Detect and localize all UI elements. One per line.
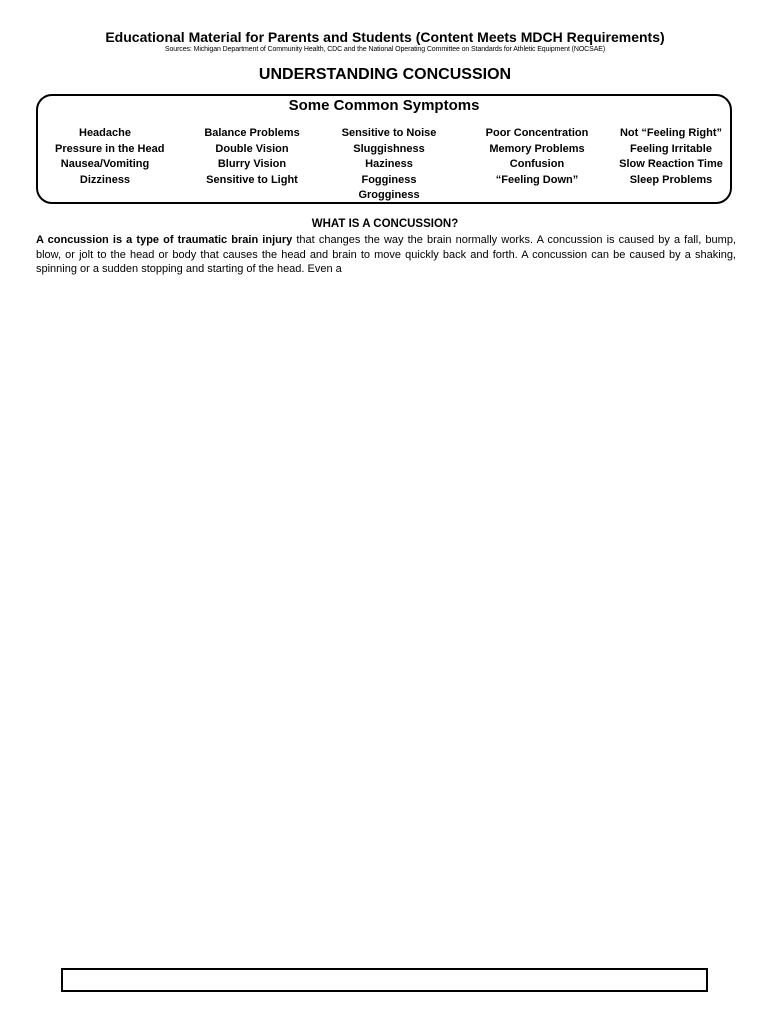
- symptom-item: Blurry Vision: [217, 158, 287, 170]
- symptom-item: Not “Feeling Right”: [619, 127, 723, 139]
- symptoms-box: [36, 94, 732, 204]
- symptom-item: Memory Problems: [489, 142, 585, 155]
- symptom-item: Double Vision: [215, 142, 289, 155]
- symptom-item: Sensitive to Light: [206, 173, 298, 186]
- symptoms-column-4: [482, 126, 592, 188]
- symptom-item: Headache: [79, 127, 131, 139]
- symptom-item: Slow Reaction Time: [619, 158, 723, 170]
- page-title: UNDERSTANDING CONCUSSION: [258, 66, 512, 83]
- body-text: that changes the way the brain normally works. A concussion is caused by a fall, bump, blow, or jolt to the head or body that causes the head and brain to move quickly back and forth. A concussion can be caused by a shaking, spinning or a sudden stopping and starting of the head. Even a: [36, 234, 736, 275]
- symptoms-column-3: [337, 126, 441, 204]
- section-heading: WHAT IS A CONCUSSION?: [311, 218, 459, 230]
- symptom-item: Haziness: [365, 158, 413, 170]
- symptom-item: Nausea/Vomiting: [60, 158, 150, 170]
- symptom-item: Sensitive to Noise: [341, 127, 437, 139]
- symptom-item: Balance Problems: [204, 127, 300, 139]
- footer-box: [61, 968, 708, 992]
- header-sources: Sources: Michigan Department of Community Health, CDC and the National Operating Committee on Standards for Athletic Equipment (NOCSAE): [164, 46, 606, 53]
- symptom-item: Poor Concentration: [485, 127, 589, 139]
- symptoms-column-1: [55, 126, 165, 188]
- symptom-item: Feeling Irritable: [630, 142, 712, 155]
- symptom-item: Grogginess: [358, 189, 420, 201]
- symptom-item: Fogginess: [361, 173, 417, 186]
- symptoms-title: Some Common Symptoms: [288, 97, 480, 114]
- symptoms-column-2: [200, 126, 304, 188]
- symptom-item: Confusion: [509, 158, 565, 170]
- symptom-item: Sleep Problems: [629, 173, 713, 186]
- header-title: Educational Material for Parents and Students (Content Meets MDCH Requirements): [105, 29, 665, 45]
- symptoms-column-5: [616, 126, 726, 188]
- symptom-item: “Feeling Down”: [495, 173, 579, 186]
- symptom-item: Sluggishness: [353, 142, 425, 155]
- symptom-item: Pressure in the Head: [55, 142, 165, 155]
- body-paragraph: [36, 233, 736, 277]
- symptom-item: Dizziness: [79, 173, 131, 186]
- lead-phrase: A concussion is a type of traumatic brain injury: [36, 234, 293, 246]
